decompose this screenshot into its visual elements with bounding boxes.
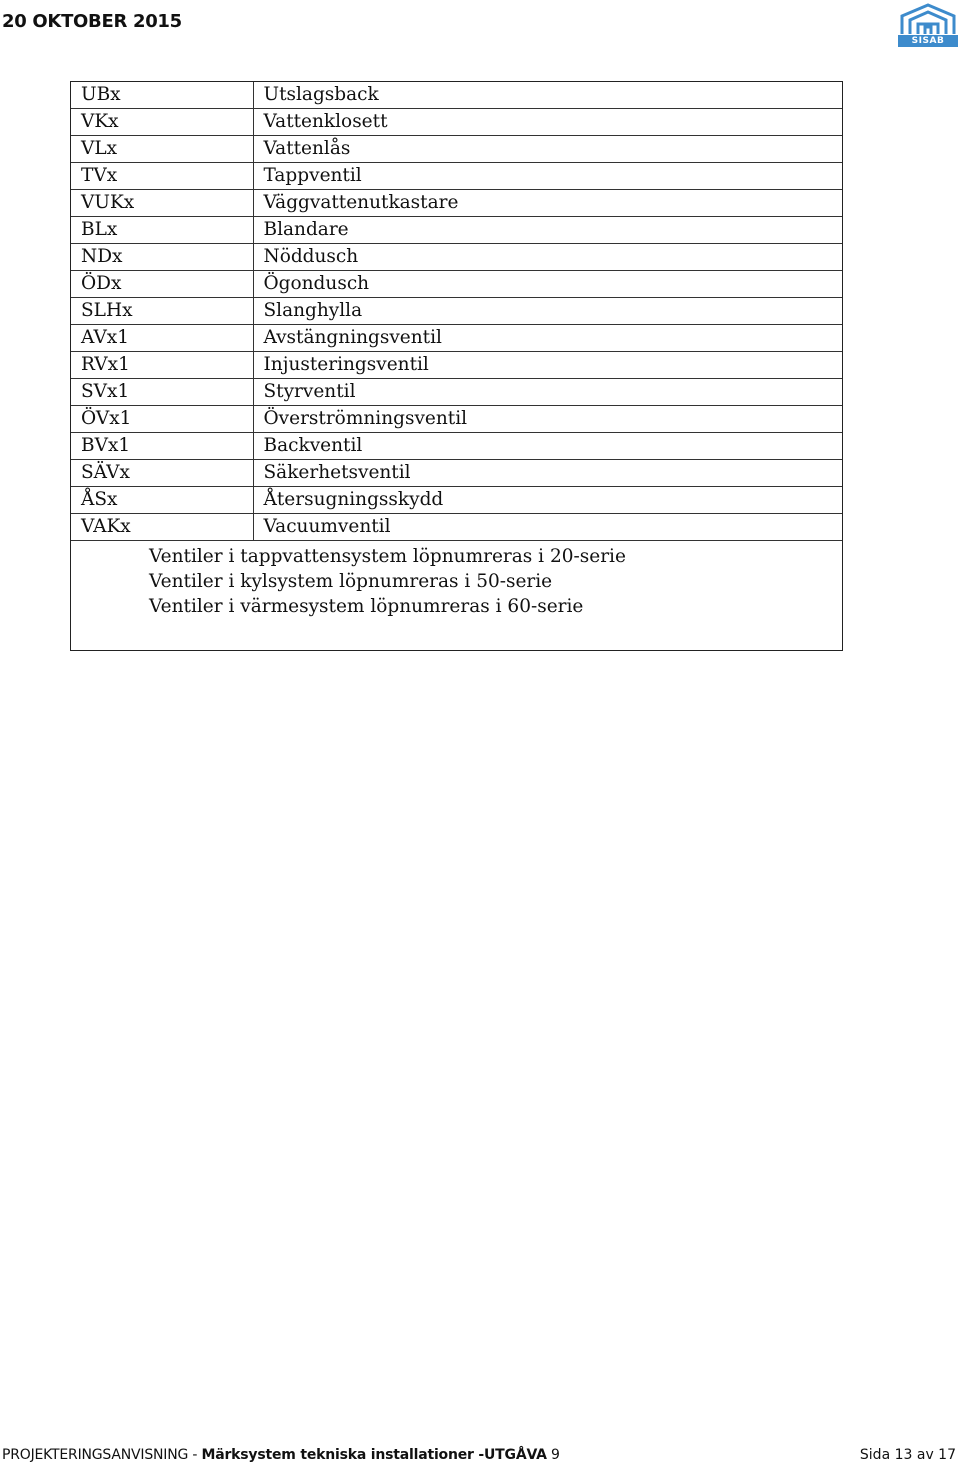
table-row <box>71 217 842 244</box>
description-cell: Ögondusch <box>253 271 842 298</box>
description-cell: Backventil <box>253 433 842 460</box>
table-row <box>71 325 842 352</box>
description-cell: Säkerhetsventil <box>253 460 842 487</box>
table-row <box>71 406 842 433</box>
table-row <box>71 136 842 163</box>
table-row <box>71 163 842 190</box>
table-row <box>71 433 842 460</box>
code-cell: AVx1 <box>71 325 253 352</box>
notes <box>149 544 626 619</box>
code-cell: NDx <box>71 244 253 271</box>
note-line: Ventiler i tappvattensystem löpnumreras i 20-serie <box>149 546 626 567</box>
code-cell: ÖVx1 <box>71 406 253 433</box>
description-cell: Slanghylla <box>253 298 842 325</box>
description-cell: Överströmningsventil <box>253 406 842 433</box>
code-cell: VKx <box>71 109 253 136</box>
code-cell: SVx1 <box>71 379 253 406</box>
description-cell: Väggvattenutkastare <box>253 190 842 217</box>
description-cell: Vacuumventil <box>253 514 842 541</box>
code-cell: ÅSx <box>71 487 253 514</box>
code-cell: ÖDx <box>71 271 253 298</box>
note-line: Ventiler i värmesystem löpnumreras i 60-serie <box>149 596 584 617</box>
description-cell: Utslagsback <box>253 82 842 109</box>
footer-document-title <box>2 1447 560 1463</box>
code-cell: VAKx <box>71 514 253 541</box>
note-line: Ventiler i kylsystem löpnumreras i 50-serie <box>149 571 553 592</box>
code-cell: TVx <box>71 163 253 190</box>
footer-version: 9 <box>546 1447 560 1463</box>
sisab-logo <box>898 2 958 48</box>
description-cell: Vattenlås <box>253 136 842 163</box>
code-cell: BVx1 <box>71 433 253 460</box>
description-cell: Vattenklosett <box>253 109 842 136</box>
table-row <box>71 379 842 406</box>
table-row <box>71 190 842 217</box>
house-icon <box>898 2 958 36</box>
description-cell: Tappventil <box>253 163 842 190</box>
code-cell: SÄVx <box>71 460 253 487</box>
description-cell: Avstängningsventil <box>253 325 842 352</box>
table-row <box>71 514 842 541</box>
table-row <box>71 487 842 514</box>
description-cell: Återsugningsskydd <box>253 487 842 514</box>
table-row <box>71 82 842 109</box>
code-cell: RVx1 <box>71 352 253 379</box>
code-cell: VUKx <box>71 190 253 217</box>
table-row <box>71 298 842 325</box>
code-cell: BLx <box>71 217 253 244</box>
code-table-box <box>70 81 843 651</box>
code-cell: UBx <box>71 82 253 109</box>
table-row <box>71 109 842 136</box>
header-date: 20 OKTOBER 2015 <box>2 11 182 32</box>
description-cell: Nöddusch <box>253 244 842 271</box>
logo-text: SISAB <box>898 35 958 47</box>
code-table <box>71 82 842 541</box>
description-cell: Styrventil <box>253 379 842 406</box>
code-cell: VLx <box>71 136 253 163</box>
footer-prefix: PROJEKTERINGSANVISNING - <box>2 1447 202 1463</box>
table-row <box>71 460 842 487</box>
table-row <box>71 244 842 271</box>
footer-title: Märksystem tekniska installationer -UTGÅVA <box>201 1447 547 1463</box>
table-row <box>71 271 842 298</box>
table-row <box>71 352 842 379</box>
description-cell: Injusteringsventil <box>253 352 842 379</box>
code-cell: SLHx <box>71 298 253 325</box>
description-cell: Blandare <box>253 217 842 244</box>
page-number: Sida 13 av 17 <box>859 1447 956 1463</box>
